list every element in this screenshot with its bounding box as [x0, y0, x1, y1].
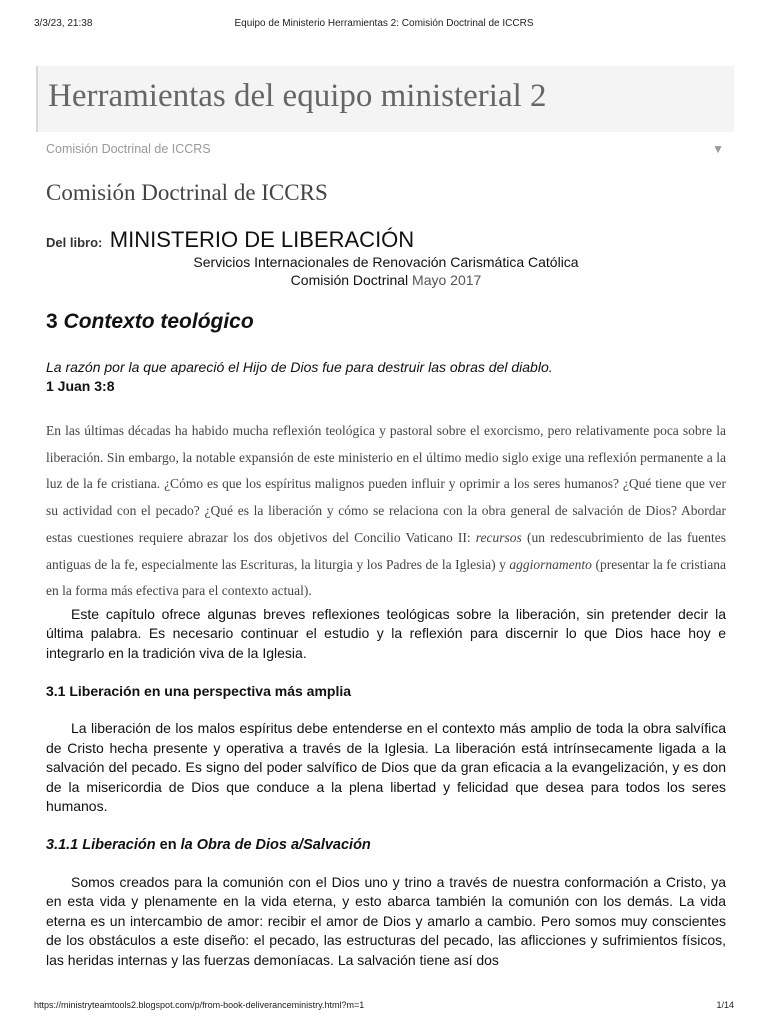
intro-paragraph: [46, 418, 726, 605]
print-page-number: 1/14: [716, 1000, 734, 1010]
intro-part-2: (un redescubrimiento de las fuentes antiguas de la fe, especialmente las Escrituras, la liturgia y los Padres de la Iglesia) y: [46, 529, 726, 572]
print-footer: [34, 1000, 734, 1014]
post-content: [46, 180, 726, 970]
blog-title[interactable]: Herramientas del equipo ministerial 2: [48, 78, 547, 114]
blog-header: [36, 66, 734, 132]
subsection-3-1-1-title: [46, 837, 726, 853]
book-title: MINISTERIO DE LIBERACIÓN: [109, 227, 415, 252]
quote-reference: 1 Juan 3:8: [46, 378, 115, 394]
book-prefix: Del libro:: [46, 235, 103, 250]
print-url: https://ministryteamtools2.blogspot.com/p/from-book-deliveranceministry.html?m=1: [34, 1000, 365, 1010]
sub2-part-c: la Obra de Dios a/Salvación: [180, 836, 371, 853]
post-title: Comisión Doctrinal de ICCRS: [46, 180, 328, 205]
intro-part-1: En las últimas décadas ha habido mucha reflexión teológica y pastoral sobre el exorcismo, pero relativamente poca sobre la liberación. Sin embargo, la notable expansión de este ministerio en el último medio siglo exige una reflexión permanente a la luz de la fe cristiana. ¿Cómo es que los espíritus malignos pueden influir y oprimir a los seres humanos? ¿Qué tiene que ver su actividad con el pecado? ¿Qué es la liberación y cómo se relaciona con la obra general de salvación de Dios? Abordar estas cuestiones requiere abrazar los dos objetivos del Concilio Vaticano II:: [46, 423, 726, 545]
print-header: [34, 18, 734, 32]
section-number: 3: [46, 310, 58, 333]
sub2-part-b: en: [159, 836, 177, 853]
paragraph-2: La liberación de los malos espíritus debe entenderse en el contexto más amplio de toda la obra salvífica de Cristo hecha presente y operativa a través de la Iglesia. La liberación está intrínsecamente ligada a la salvación del pecado. Es signo del poder salvífico de Dios que da gran eficacia a la evangelización, y es don de la misericordia de Dios que conduce a la plena libertad y felicidad que desea para todos los seres humanos.: [46, 720, 726, 815]
scripture-quote: [46, 358, 726, 396]
commission-name: Comisión Doctrinal: [290, 272, 409, 288]
quote-text: La razón por la que apareció el Hijo de Dios fue para destruir las obras del diablo.: [46, 359, 553, 375]
page-subheader: [46, 140, 726, 158]
dropdown-arrow-icon[interactable]: ▼: [712, 142, 724, 156]
section-title: [46, 310, 726, 334]
publication-date: Mayo 2017: [412, 272, 482, 288]
sub2-part-a: 3.1.1 Liberación: [46, 836, 156, 853]
commission-line: [46, 271, 726, 289]
subheader-label: Comisión Doctrinal de ICCRS: [46, 142, 211, 156]
paragraph-3: Somos creados para la comunión con el Dios uno y trino a través de nuestra conformación a Cristo, ya en esta vida y plenamente en la vida eterna, y esto abarca también la comunión con los demás. La vida eterna es un intercambio de amor: recibir el amor de Dios y amarlo a cambio. Pero somos muy conscientes de los obstáculos a este diseño: el pecado, las estructuras del pecado, las aflicciones y sufrimientos físicos, las heridas internas y las fuerzas demoníacas. La salvación tiene así dos: [46, 873, 726, 968]
subsection-3-1-title: 3.1 Liberación en una perspectiva más amplia: [46, 683, 352, 700]
intro-part-3: (presentar la fe cristiana en la forma más efectiva para el contexto actual).: [46, 556, 726, 599]
intro-recursos: recursos: [475, 529, 522, 545]
book-line: [46, 227, 726, 253]
print-datetime: 3/3/23, 21:38: [34, 18, 93, 29]
print-page-title: Equipo de Ministerio Herramientas 2: Comisión Doctrinal de ICCRS: [234, 18, 534, 29]
section-title-text: Contexto teológico: [63, 310, 254, 333]
paragraph-1: Este capítulo ofrece algunas breves reflexiones teológicas sobre la liberación, sin pretender decir la última palabra. Es necesario continuar el estudio y la reflexión para discernir lo que Dios hace hoy e integrarlo en la tradición viva de la Iglesia.: [46, 605, 726, 661]
org-name: Servicios Internacionales de Renovación Carismática Católica: [193, 254, 579, 270]
intro-aggiornamento: aggiornamento: [509, 556, 592, 572]
